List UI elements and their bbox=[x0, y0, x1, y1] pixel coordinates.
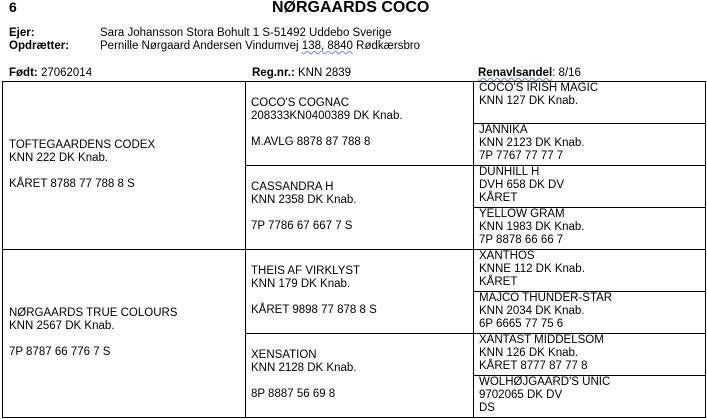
horse-extra: DS bbox=[479, 402, 495, 414]
grid-line bbox=[473, 81, 474, 418]
horse-extra: 7P 7786 67 667 7 S bbox=[251, 220, 353, 232]
grid-line bbox=[705, 81, 706, 418]
pedigree-dam-cell bbox=[9, 307, 177, 359]
grid-line bbox=[2, 81, 705, 82]
horse-name: MAJCO THUNDER-STAR bbox=[479, 292, 613, 304]
purity-label: Renavlsandel bbox=[478, 67, 553, 79]
horse-name: DUNHILL H bbox=[479, 166, 540, 178]
horse-reg: KNN 2123 DK Knab. bbox=[479, 137, 585, 149]
horse-extra: KÅRET bbox=[479, 192, 518, 204]
horse-name: COCO'S IRISH MAGIC bbox=[479, 82, 599, 94]
horse-reg: KNN 179 DK Knab. bbox=[251, 278, 351, 290]
grid-line bbox=[2, 417, 705, 418]
spacer bbox=[251, 375, 356, 388]
horse-name: NØRGAARDS TRUE COLOURS bbox=[9, 307, 178, 319]
horse-reg: KNN 2034 DK Knab. bbox=[479, 305, 585, 317]
spacer bbox=[251, 207, 356, 220]
horse-reg: KNN 126 DK Knab. bbox=[479, 347, 579, 359]
reg-value: KNN 2839 bbox=[298, 67, 352, 79]
spacer bbox=[251, 123, 403, 136]
pedigree-gen3-cell bbox=[479, 124, 584, 163]
horse-extra: KÅRET bbox=[479, 276, 518, 288]
horse-extra: 6P 6665 77 75 6 bbox=[479, 318, 564, 330]
horse-name: THEIS AF VIRKLYST bbox=[251, 265, 361, 277]
pedigree-gen2-cell bbox=[251, 265, 377, 317]
grid-line bbox=[245, 81, 246, 418]
breeder-text-end: Rødkærsbro bbox=[352, 40, 421, 52]
horse-reg: KNNE 112 DK Knab. bbox=[479, 263, 585, 275]
horse-extra: M.AVLG 8878 87 788 8 bbox=[251, 136, 371, 148]
pedigree-gen3-cell bbox=[479, 208, 584, 247]
reg-field bbox=[252, 67, 351, 80]
breeder-value bbox=[100, 40, 420, 53]
horse-name: TOFTEGAARDENS CODEX bbox=[9, 139, 156, 151]
horse-name: XENSATION bbox=[251, 349, 317, 361]
horse-extra: KÅRET 8777 87 77 8 bbox=[479, 360, 588, 372]
horse-reg: KNN 127 DK Knab. bbox=[479, 95, 579, 107]
pedigree-gen3-cell bbox=[479, 376, 610, 415]
pedigree-gen2-cell bbox=[251, 97, 403, 149]
pedigree-gen2-cell bbox=[251, 349, 356, 401]
grid-line bbox=[245, 165, 705, 166]
horse-name: COCO'S COGNAC bbox=[251, 97, 350, 109]
horse-reg: DVH 658 DK DV bbox=[479, 179, 565, 191]
born-value: 27062014 bbox=[40, 67, 93, 79]
horse-name: WOLHØJGAARD'S UNIC bbox=[479, 376, 611, 388]
horse-reg: KNN 2128 DK Knab. bbox=[251, 362, 357, 374]
horse-reg: 9702065 DK DV bbox=[479, 389, 563, 401]
born-label: Født: bbox=[9, 67, 38, 79]
spacer bbox=[9, 333, 177, 346]
page-title: NØRGAARDS COCO bbox=[272, 0, 430, 16]
horse-name: XANTAST MIDDELSOM bbox=[479, 334, 604, 346]
breeder-label: Opdrætter: bbox=[9, 40, 70, 52]
purity-value: : 8/16 bbox=[552, 67, 581, 79]
pedigree-gen3-cell bbox=[479, 292, 612, 331]
horse-extra: 7P 7767 77 77 7 bbox=[479, 150, 564, 162]
horse-name: JANNIKA bbox=[479, 124, 528, 136]
pedigree-gen3-cell bbox=[479, 334, 604, 373]
horse-extra: 7P 8787 66 776 7 S bbox=[9, 346, 111, 358]
pedigree-gen3-cell bbox=[479, 166, 564, 205]
pedigree-gen3-cell bbox=[479, 250, 585, 289]
breeder-text-underlined: 138, 8840 bbox=[301, 40, 353, 52]
horse-name: YELLOW GRAM bbox=[479, 208, 565, 220]
horse-reg: KNN 2567 DK Knab. bbox=[9, 320, 115, 332]
horse-reg: KNN 2358 DK Knab. bbox=[251, 194, 357, 206]
horse-extra: KÅRET 8788 77 788 8 S bbox=[9, 178, 135, 190]
pedigree-gen2-cell bbox=[251, 181, 356, 233]
pedigree-gen3-cell bbox=[479, 82, 598, 108]
horse-extra: 7P 8878 66 66 7 bbox=[479, 234, 564, 246]
owner-label: Ejer: bbox=[9, 27, 35, 39]
horse-extra: KÅRET 9898 77 878 8 S bbox=[251, 304, 377, 316]
purity-field bbox=[478, 67, 581, 80]
horse-extra: 8P 8887 56 69 8 bbox=[251, 388, 336, 400]
horse-name: CASSANDRA H bbox=[251, 181, 334, 193]
pedigree-sire-cell bbox=[9, 139, 155, 191]
born-field bbox=[9, 67, 92, 80]
horse-reg: KNN 222 DK Knab. bbox=[9, 152, 109, 164]
grid-line bbox=[245, 333, 705, 334]
spacer bbox=[9, 165, 155, 178]
breeder-text-start: Pernille Nørgaard Andersen Vindumvej bbox=[100, 40, 302, 52]
catalog-number: 6 bbox=[9, 0, 17, 15]
horse-reg: 208333KN0400389 DK Knab. bbox=[251, 110, 403, 122]
horse-reg: KNN 1983 DK Knab. bbox=[479, 221, 585, 233]
horse-name: XANTHOS bbox=[479, 250, 535, 262]
owner-value: Sara Johansson Stora Bohult 1 S-51492 Uddebo Sverige bbox=[100, 27, 392, 39]
grid-line bbox=[2, 81, 3, 418]
spacer bbox=[251, 291, 377, 304]
reg-label: Reg.nr.: bbox=[252, 67, 295, 79]
grid-line bbox=[2, 249, 705, 250]
